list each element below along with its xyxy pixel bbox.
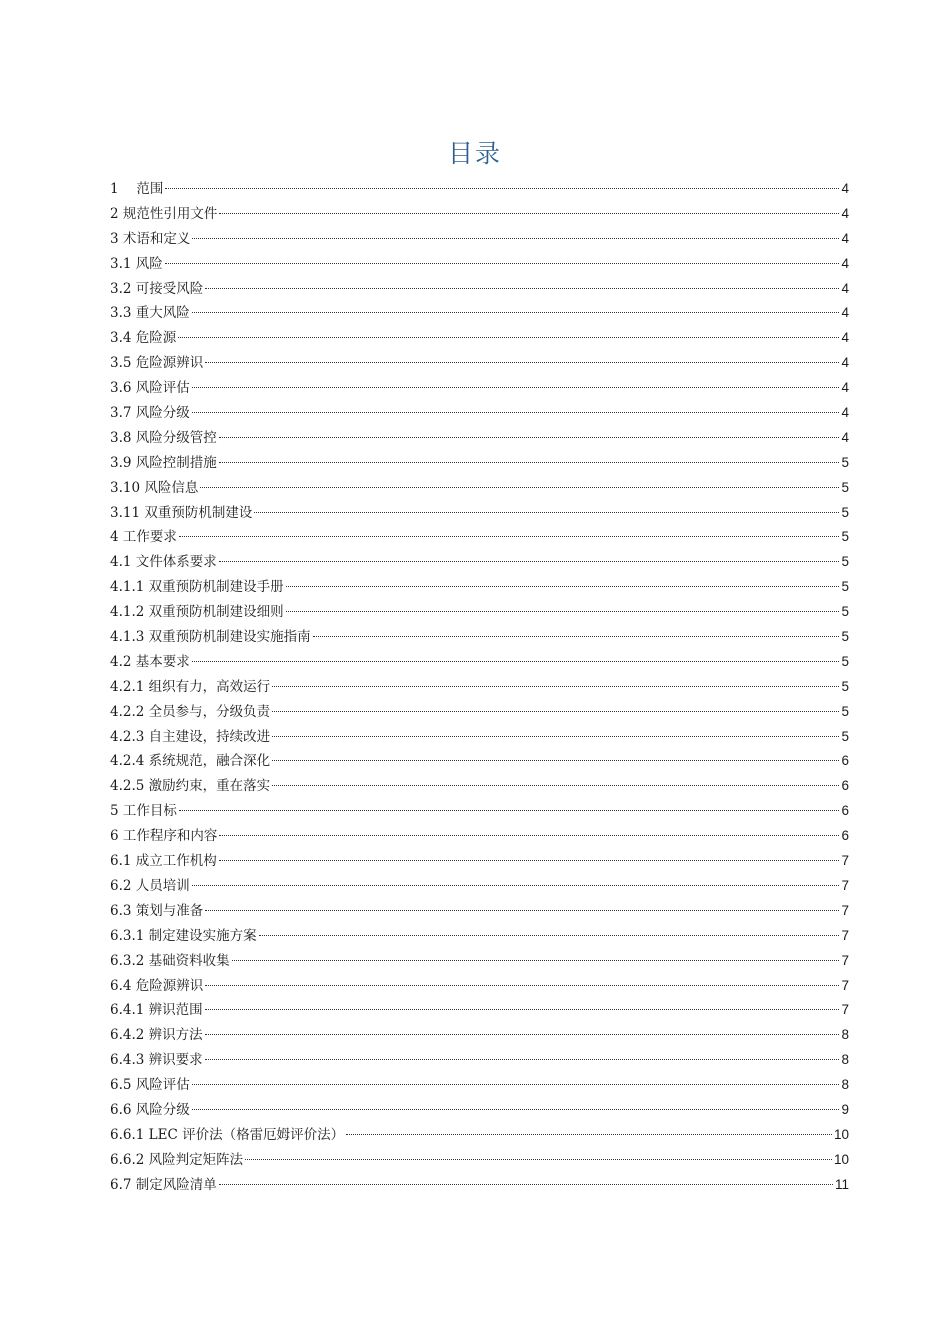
toc-entry-page-number: 5: [841, 653, 849, 669]
toc-entry-label: 4.1.3 双重预防机制建设实施指南: [110, 629, 311, 646]
toc-entry-page-number: 5: [841, 629, 849, 645]
toc-dot-leader: [346, 1134, 832, 1135]
toc-entry-page-number: 5: [841, 479, 849, 495]
toc-entry-label: 6.2 人员培训: [110, 877, 190, 894]
toc-entry[interactable]: [110, 326, 849, 351]
toc-entry-label: 3.1 风险: [110, 255, 163, 272]
toc-entry[interactable]: [110, 301, 849, 326]
toc-dot-leader: [165, 263, 840, 264]
toc-dot-leader: [219, 860, 840, 861]
toc-entry[interactable]: [110, 525, 849, 550]
toc-entry-label: 6.6 风险分级: [110, 1101, 190, 1118]
toc-dot-leader: [286, 586, 840, 587]
toc-entry[interactable]: [110, 1123, 849, 1148]
toc-entry-page-number: 7: [841, 1002, 849, 1018]
toc-dot-leader: [272, 686, 839, 687]
toc-entry[interactable]: [110, 1148, 849, 1173]
toc-entry[interactable]: [110, 1098, 849, 1123]
toc-dot-leader: [192, 238, 839, 239]
toc-dot-leader: [219, 835, 839, 836]
toc-entry[interactable]: [110, 924, 849, 949]
toc-dot-leader: [205, 288, 839, 289]
toc-entry[interactable]: [110, 575, 849, 600]
toc-dot-leader: [192, 387, 840, 388]
toc-entry-label: 4.2 基本要求: [110, 653, 190, 670]
toc-entry-label: 3.9 风险控制措施: [110, 454, 217, 471]
toc-entry-page-number: 5: [841, 678, 849, 694]
toc-entry-label: 3.7 风险分级: [110, 405, 190, 422]
toc-entry[interactable]: [110, 725, 849, 750]
toc-entry-label: 4 工作要求: [110, 529, 177, 546]
toc-entry-label: 3.3 重大风险: [110, 305, 190, 322]
toc-entry-label: 3.4 危险源: [110, 330, 177, 347]
toc-entry-page-number: 8: [841, 1052, 849, 1068]
toc-dot-leader: [205, 985, 839, 986]
toc-entry-page-number: 6: [841, 753, 849, 769]
toc-entry-page-number: 7: [841, 977, 849, 993]
toc-entry-label: 3.8 风险分级管控: [110, 429, 217, 446]
toc-entry-label: 6.6.1 LEC 评价法（格雷厄姆评价法）: [110, 1126, 345, 1143]
toc-dot-leader: [205, 1059, 840, 1060]
toc-entry-label: 6.1 成立工作机构: [110, 853, 217, 870]
toc-dot-leader: [165, 188, 839, 189]
toc-entry-page-number: 5: [841, 579, 849, 595]
toc-entry-page-number: 6: [841, 803, 849, 819]
toc-entry[interactable]: [110, 899, 849, 924]
toc-entry[interactable]: [110, 426, 849, 451]
toc-entry-label: 1 范围: [110, 181, 164, 197]
toc-entry-page-number: 7: [841, 877, 849, 893]
toc-entry[interactable]: [110, 949, 849, 974]
toc-entry[interactable]: [110, 774, 849, 799]
toc-entry-page-number: 5: [841, 554, 849, 570]
toc-entry-page-number: 7: [841, 902, 849, 918]
toc-entry-page-number: 4: [841, 355, 849, 371]
toc-dot-leader: [259, 935, 840, 936]
toc-entry-page-number: 11: [834, 1176, 849, 1192]
toc-entry[interactable]: [110, 177, 849, 202]
toc-entry[interactable]: [110, 600, 849, 625]
toc-entry[interactable]: [110, 974, 849, 999]
toc-dot-leader: [192, 312, 840, 313]
toc-entry-label: 6.5 风险评估: [110, 1077, 190, 1094]
toc-entry[interactable]: [110, 277, 849, 302]
toc-entry-page-number: 8: [841, 1077, 849, 1093]
toc-entry[interactable]: [110, 1023, 849, 1048]
toc-entry-page-number: 5: [841, 454, 849, 470]
toc-dot-leader: [272, 711, 839, 712]
toc-entry[interactable]: [110, 998, 849, 1023]
toc-entry[interactable]: [110, 874, 849, 899]
toc-entry-page-number: 6: [841, 778, 849, 794]
toc-entry-label: 6 工作程序和内容: [110, 828, 218, 845]
toc-dot-leader: [205, 1034, 840, 1035]
toc-entry-page-number: 10: [833, 1126, 849, 1142]
toc-entry[interactable]: [110, 550, 849, 575]
toc-dot-leader: [219, 462, 840, 463]
toc-dot-leader: [205, 910, 839, 911]
toc-entry-label: 3.10 风险信息: [110, 479, 199, 496]
toc-entry[interactable]: [110, 675, 849, 700]
toc-entry[interactable]: [110, 202, 849, 227]
toc-dot-leader: [192, 1109, 840, 1110]
toc-entry-page-number: 9: [841, 1101, 849, 1117]
toc-entry-label: 4.1 文件体系要求: [110, 554, 217, 571]
toc-entry-page-number: 7: [841, 952, 849, 968]
toc-entry-page-number: 4: [841, 429, 849, 445]
toc-entry[interactable]: [110, 625, 849, 650]
toc-dot-leader: [205, 362, 839, 363]
toc-entry-label: 3.5 危险源辨识: [110, 355, 204, 372]
toc-entry[interactable]: [110, 1173, 849, 1198]
toc-entry-page-number: 4: [841, 380, 849, 396]
toc-entry-page-number: 7: [841, 853, 849, 869]
toc-entry-page-number: 4: [841, 181, 849, 196]
toc-entry[interactable]: [110, 351, 849, 376]
toc-dot-leader: [205, 1009, 840, 1010]
toc-entry[interactable]: [110, 849, 849, 874]
toc-entry-page-number: 5: [841, 703, 849, 719]
toc-dot-leader: [219, 1184, 833, 1185]
toc-entry-label: 6.6.2 风险判定矩阵法: [110, 1151, 244, 1168]
toc-entry-page-number: 4: [841, 330, 849, 346]
toc-dot-leader: [286, 611, 840, 612]
toc-entry[interactable]: [110, 749, 849, 774]
toc-title: 目录: [447, 139, 502, 168]
toc-entry[interactable]: [110, 376, 849, 401]
toc-entry[interactable]: [110, 650, 849, 675]
toc-dot-leader: [192, 661, 840, 662]
toc-dot-leader: [219, 437, 840, 438]
toc-list: [110, 177, 849, 1198]
toc-entry[interactable]: [110, 476, 849, 501]
toc-entry-page-number: 5: [841, 504, 849, 520]
toc-entry[interactable]: [110, 1073, 849, 1098]
toc-entry-page-number: 6: [841, 828, 849, 844]
toc-entry-label: 5 工作目标: [110, 803, 177, 820]
toc-entry-page-number: 4: [841, 305, 849, 321]
toc-entry-page-number: 7: [841, 927, 849, 943]
toc-entry-label: 6.4 危险源辨识: [110, 977, 204, 994]
toc-dot-leader: [313, 636, 840, 637]
toc-dot-leader: [254, 512, 839, 513]
toc-entry-label: 3 术语和定义: [110, 230, 191, 247]
toc-entry-label: 4.2.2 全员参与，分级负责: [110, 703, 271, 720]
toc-entry-label: 4.2.3 自主建设，持续改进: [110, 728, 271, 745]
toc-entry-label: 6.4.2 辨识方法: [110, 1027, 203, 1044]
toc-dot-leader: [192, 1084, 840, 1085]
toc-dot-leader: [200, 487, 839, 488]
toc-entry-label: 6.7 制定风险清单: [110, 1176, 217, 1193]
toc-entry-page-number: 5: [841, 529, 849, 545]
toc-dot-leader: [192, 412, 840, 413]
toc-entry[interactable]: [110, 799, 849, 824]
toc-entry-label: 3.2 可接受风险: [110, 280, 204, 297]
toc-entry[interactable]: [110, 501, 849, 526]
toc-dot-leader: [219, 213, 839, 214]
toc-entry-page-number: 5: [841, 728, 849, 744]
toc-dot-leader: [272, 736, 839, 737]
toc-dot-leader: [272, 785, 839, 786]
toc-entry-label: 4.2.5 激励约束，重在落实: [110, 778, 271, 795]
toc-entry-page-number: 10: [833, 1151, 849, 1167]
toc-dot-leader: [272, 760, 839, 761]
toc-dot-leader: [179, 536, 840, 537]
toc-entry[interactable]: [110, 824, 849, 849]
toc-entry-page-number: 4: [841, 230, 849, 246]
toc-entry-label: 2 规范性引用文件: [110, 205, 218, 222]
toc-entry-label: 6.3 策划与准备: [110, 902, 204, 919]
toc-entry[interactable]: [110, 227, 849, 252]
toc-dot-leader: [219, 561, 840, 562]
toc-entry[interactable]: [110, 401, 849, 426]
toc-dot-leader: [232, 960, 840, 961]
toc-entry-label: 4.2.1 组织有力，高效运行: [110, 678, 271, 695]
toc-entry-label: 4.1.2 双重预防机制建设细则: [110, 604, 284, 621]
toc-entry-page-number: 8: [841, 1027, 849, 1043]
toc-entry-label: 6.4.3 辨识要求: [110, 1052, 203, 1069]
toc-entry-label: 6.3.2 基础资料收集: [110, 952, 230, 969]
toc-entry-label: 4.2.4 系统规范，融合深化: [110, 753, 271, 770]
toc-entry-page-number: 5: [841, 604, 849, 620]
toc-entry[interactable]: [110, 700, 849, 725]
toc-entry-label: 3.6 风险评估: [110, 380, 190, 397]
toc-entry-page-number: 4: [841, 280, 849, 296]
toc-dot-leader: [192, 885, 840, 886]
toc-dot-leader: [178, 337, 839, 338]
toc-entry-page-number: 4: [841, 405, 849, 421]
toc-entry-label: 4.1.1 双重预防机制建设手册: [110, 579, 284, 596]
toc-entry-page-number: 4: [841, 205, 849, 221]
toc-entry-label: 6.4.1 辨识范围: [110, 1002, 203, 1019]
toc-entry-label: 6.3.1 制定建设实施方案: [110, 927, 257, 944]
toc-entry[interactable]: [110, 252, 849, 277]
toc-entry[interactable]: [110, 1048, 849, 1073]
toc-entry[interactable]: [110, 451, 849, 476]
toc-dot-leader: [179, 810, 840, 811]
toc-entry-label: 3.11 双重预防机制建设: [110, 504, 253, 521]
toc-dot-leader: [245, 1159, 832, 1160]
toc-entry-page-number: 4: [841, 255, 849, 271]
